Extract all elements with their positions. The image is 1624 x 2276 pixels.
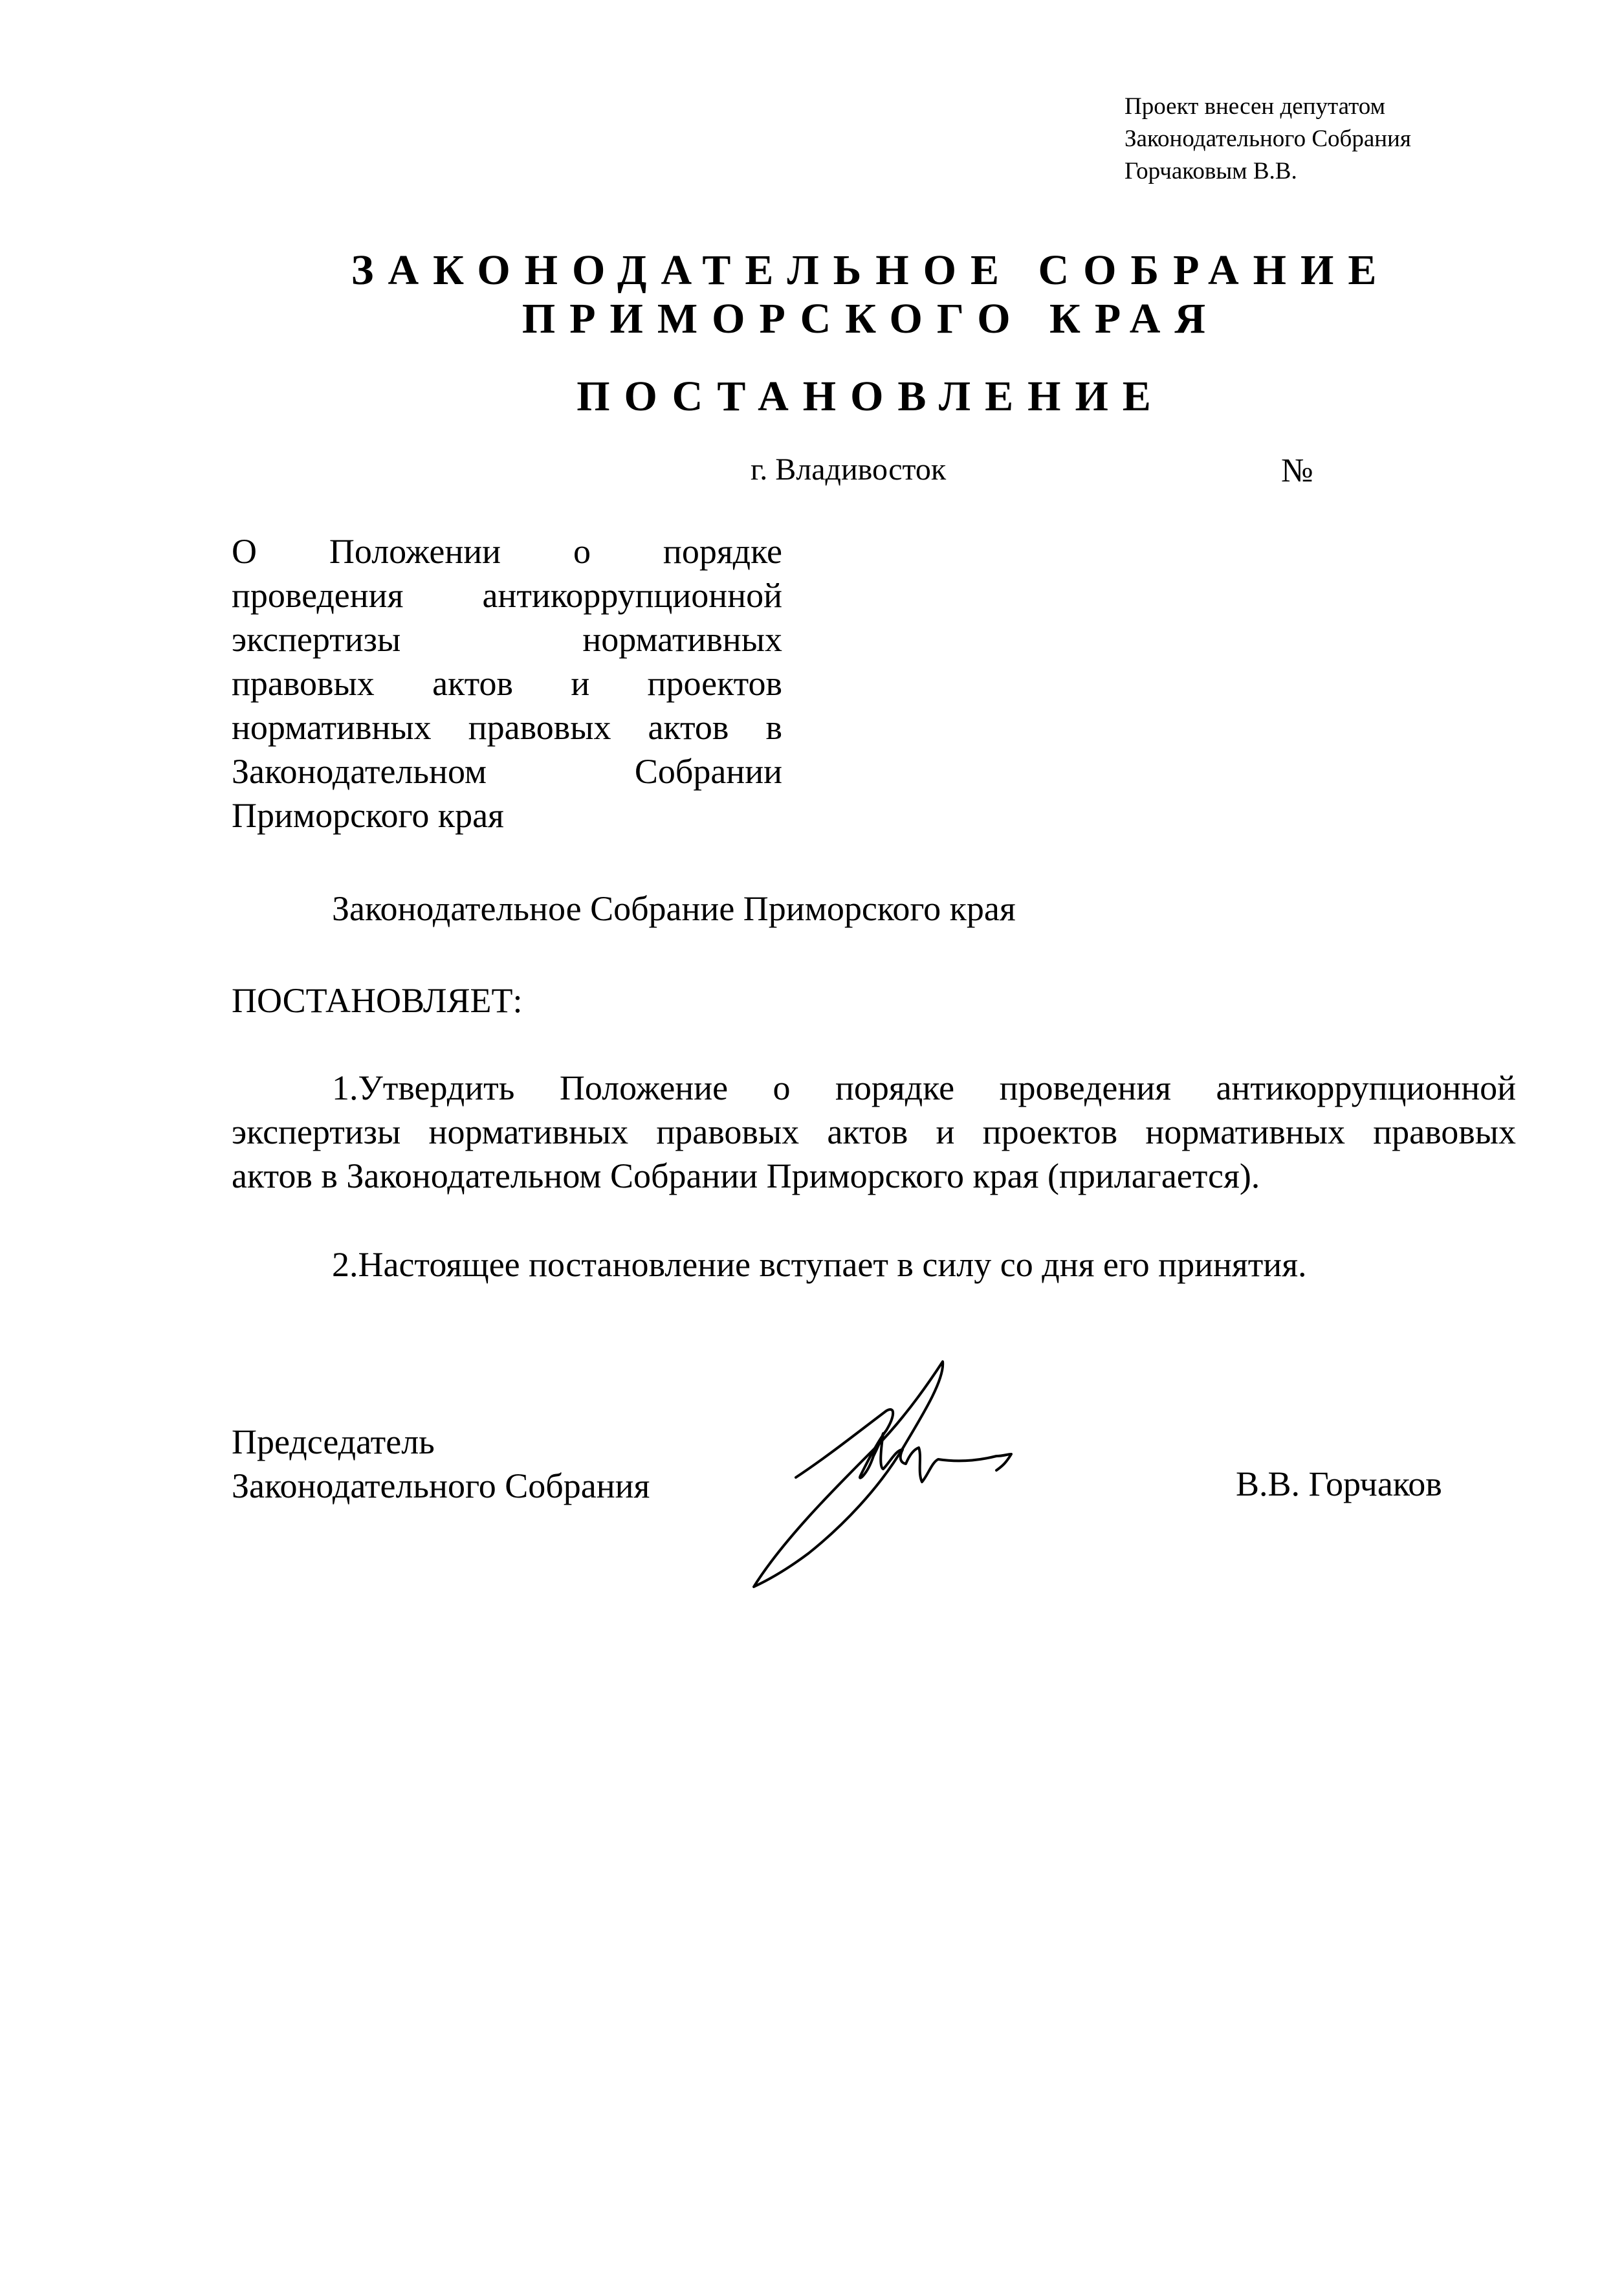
city: г. Владивосток xyxy=(751,452,947,487)
subject-line: экспертизы нормативных xyxy=(232,620,782,659)
author-note-line: Законодательного Собрания xyxy=(1125,126,1411,152)
subject-line: правовых актов и проектов xyxy=(232,664,782,703)
position-line: Законодательного Собрания xyxy=(232,1466,650,1505)
signatory-position xyxy=(232,1420,650,1508)
document-number-label: № xyxy=(1281,452,1313,489)
author-note xyxy=(1125,91,1411,188)
handwritten-signature xyxy=(744,1359,1081,1598)
item-2: 2.Настоящее постановление вступает в силу со дня его принятия. xyxy=(332,1245,1307,1284)
resolves-heading: ПОСТАНОВЛЯЕТ: xyxy=(232,981,523,1020)
document-type: ПОСТАНОВЛЕНИЕ xyxy=(576,373,1165,420)
subject-line: проведения антикоррупционной xyxy=(232,576,782,615)
document-subject xyxy=(232,529,782,837)
position-line: Председатель xyxy=(232,1422,435,1461)
item-1-line: 1.Утвердить Положение о порядке проведения антикоррупционной xyxy=(332,1068,1516,1107)
org-title-line1: ЗАКОНОДАТЕЛЬНОЕ СОБРАНИЕ xyxy=(351,247,1391,294)
item-1-line: актов в Законодательном Собрании Приморского края (прилагается). xyxy=(232,1156,1260,1195)
preamble: Законодательное Собрание Приморского края xyxy=(332,889,1016,928)
org-title-line2: ПРИМОРСКОГО КРАЯ xyxy=(521,295,1220,342)
item-1 xyxy=(232,1066,1516,1198)
subject-line: О Положении о порядке xyxy=(232,532,782,571)
subject-line: нормативных правовых актов в xyxy=(232,708,782,747)
subject-line: Приморского края xyxy=(232,796,504,835)
author-note-line: Горчаковым В.В. xyxy=(1125,158,1297,184)
subject-line: Законодательном Собрании xyxy=(232,752,782,791)
author-note-line: Проект внесен депутатом xyxy=(1125,93,1385,120)
item-1-line: экспертизы нормативных правовых актов и проектов нормативных правовых xyxy=(232,1112,1516,1151)
signatory-name: В.В. Горчаков xyxy=(1236,1464,1442,1503)
